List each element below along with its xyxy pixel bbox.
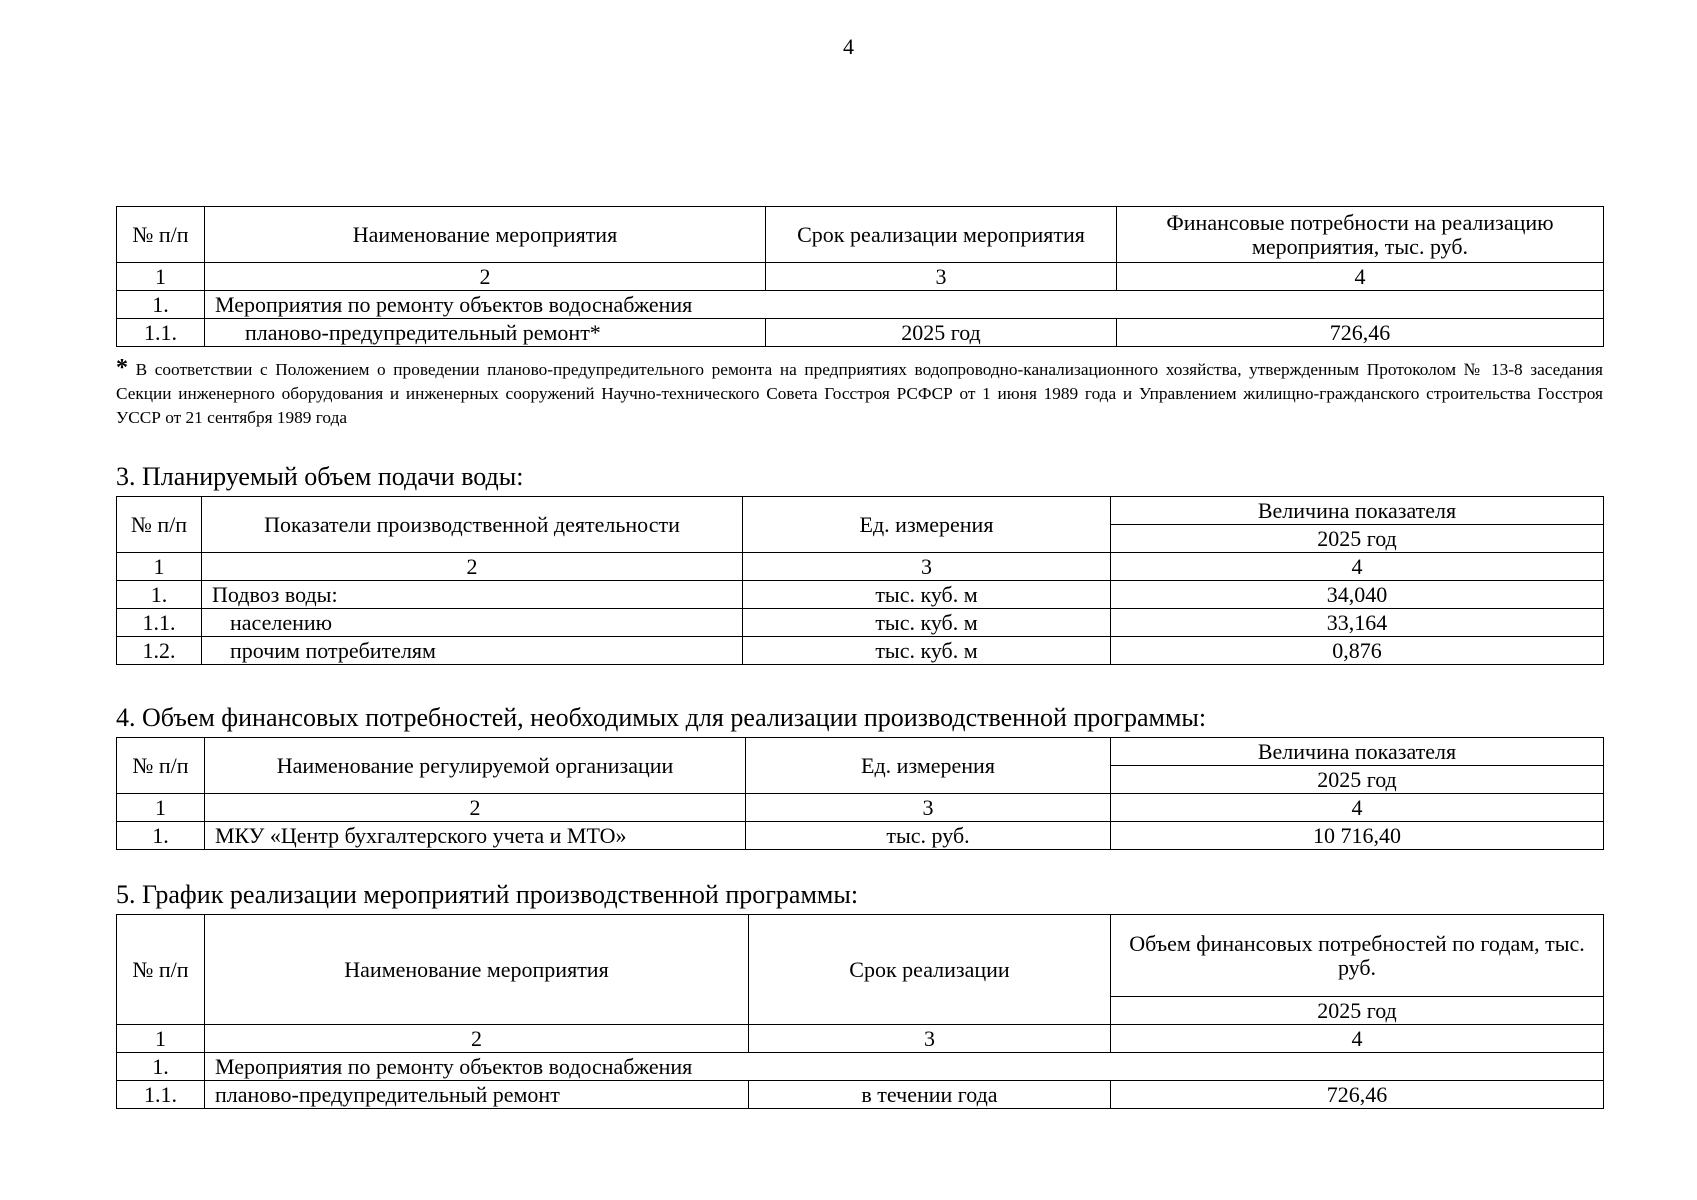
footnote-mark: * [116,355,128,381]
header-organization: Наименование регулируемой организации [205,738,746,794]
column-numbers-row [117,794,1604,822]
header-name: Наименование мероприятия [205,207,766,263]
row-name: МКУ «Центр бухгалтерского учета и МТО» [205,822,746,850]
header-value: Величина показателя [1111,497,1604,525]
row-unit: тыс. руб. [746,822,1111,850]
col-number: 3 [749,1025,1111,1053]
section-4-title: 4. Объем финансовых потребностей, необходимых для реализации производственной программы: [116,703,1207,732]
row-value: 726,46 [1111,1081,1604,1109]
col-number: 4 [1117,263,1604,291]
row-value: 33,164 [1111,609,1604,637]
header-indicators: Показатели производственной деятельности [202,497,743,553]
group-name: Мероприятия по ремонту объектов водоснабжения [205,1053,1604,1081]
header-unit: Ед. измерения [746,738,1111,794]
header-num: № п/п [117,207,205,263]
water-supply-table [116,496,1604,665]
table-row [117,822,1604,850]
table-row [117,637,1604,665]
table-row [117,1081,1604,1109]
row-term: 2025 год [766,319,1117,347]
column-numbers-row [117,263,1604,291]
schedule-table [116,914,1604,1109]
row-name: планово-предупредительный ремонт [205,1081,749,1109]
row-term: в течении года [749,1081,1111,1109]
row-name: прочим потребителям [202,637,743,665]
col-number: 1 [117,1025,205,1053]
header-term: Срок реализации [749,915,1111,1025]
row-value: 34,040 [1111,581,1604,609]
header-finance: Финансовые потребности на реализацию мероприятия, тыс. руб. [1117,207,1604,263]
row-value: 10 716,40 [1111,822,1604,850]
header-unit: Ед. измерения [743,497,1111,553]
row-num: 1. [117,822,205,850]
col-number: 3 [746,794,1111,822]
row-num: 1.2. [117,637,202,665]
col-number: 3 [766,263,1117,291]
group-row [117,1053,1604,1081]
section-5-title: 5. График реализации мероприятий производственной программы: [116,880,859,909]
header-year: 2025 год [1111,525,1604,553]
column-numbers-row [117,1025,1604,1053]
row-name: населению [202,609,743,637]
col-number: 1 [117,263,205,291]
table-header-row [117,738,1604,766]
row-value: 726,46 [1117,319,1604,347]
activities-table [116,206,1604,347]
col-number: 2 [202,553,743,581]
header-name: Наименование мероприятия [205,915,749,1025]
row-name: Подвоз воды: [202,581,743,609]
page-number: 4 [843,34,854,59]
col-number: 2 [205,794,746,822]
table-row [117,581,1604,609]
col-number: 1 [117,794,205,822]
row-unit: тыс. куб. м [743,637,1111,665]
header-finance: Объем финансовых потребностей по годам, тыс. руб. [1111,915,1604,997]
footnote-text: В соответствии с Положением о проведении планово-предупредительного ремонта на предприятиях водопроводно-канализационного хозяйства, утвержденным Протоколом № 13-8 заседания Секции инженерного оборудования и инженерных сооружений Научно-технического Совета Госстроя РСФСР от 1 июня 1989 года и Управлением жилищно-гражданского строительства Госстроя УССР от 21 сентября 1989 года [116,360,1603,427]
column-numbers-row [117,553,1604,581]
header-term: Срок реализации мероприятия [766,207,1117,263]
table-header-row [117,497,1604,525]
col-number: 1 [117,553,202,581]
row-unit: тыс. куб. м [743,609,1111,637]
header-num: № п/п [117,738,205,794]
row-num: 1.1. [117,319,205,347]
table-row [117,609,1604,637]
col-number: 2 [205,263,766,291]
col-number: 4 [1111,553,1604,581]
row-num: 1.1. [117,609,202,637]
header-num: № п/п [117,497,202,553]
col-number: 4 [1111,794,1604,822]
col-number: 3 [743,553,1111,581]
group-name: Мероприятия по ремонту объектов водоснабжения [205,291,1604,319]
header-value: Величина показателя [1111,738,1604,766]
col-number: 2 [205,1025,749,1053]
row-num: 1. [117,1053,205,1081]
row-value: 0,876 [1111,637,1604,665]
footnote [116,356,1603,430]
row-num: 1.1. [117,1081,205,1109]
group-row [117,291,1604,319]
header-year: 2025 год [1111,766,1604,794]
row-unit: тыс. куб. м [743,581,1111,609]
row-num: 1. [117,291,205,319]
header-num: № п/п [117,915,205,1025]
table-header-row [117,207,1604,263]
section-3-title: 3. Планируемый объем подачи воды: [116,462,524,491]
header-year: 2025 год [1111,997,1604,1025]
row-num: 1. [117,581,202,609]
table-header-row [117,915,1604,997]
row-name: планово-предупредительный ремонт* [205,319,766,347]
col-number: 4 [1111,1025,1604,1053]
table-row [117,319,1604,347]
finance-needs-table [116,737,1604,850]
